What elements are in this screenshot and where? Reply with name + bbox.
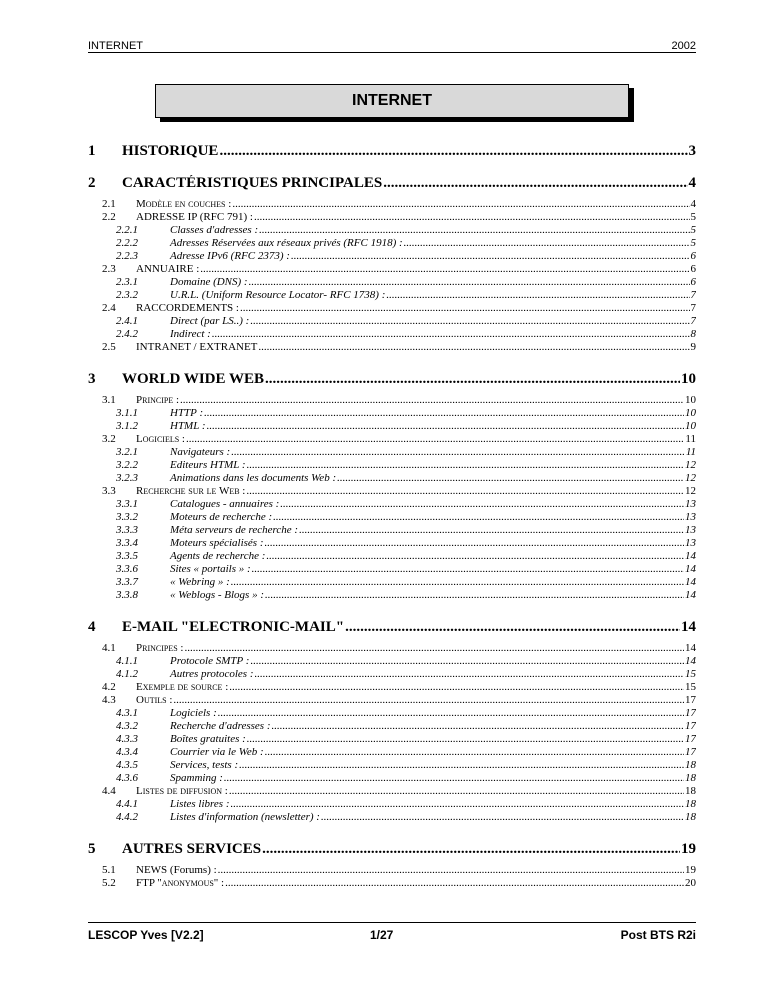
toc-entry[interactable] bbox=[88, 576, 696, 589]
toc-entry-number: 4.3 bbox=[102, 694, 116, 706]
toc-entry-title: INTRANET / EXTRANET bbox=[136, 341, 258, 353]
toc-entry-page: 12 bbox=[685, 485, 696, 497]
toc-entry-title: ADRESSE IP (RFC 791) : bbox=[136, 211, 253, 223]
toc-entry-title: FTP "anonymous" : bbox=[136, 877, 225, 889]
toc-entry-page: 14 bbox=[681, 619, 696, 635]
toc-entry-title: Boîtes gratuites : bbox=[170, 733, 246, 745]
toc-entry[interactable] bbox=[88, 237, 696, 250]
toc-entry-number: 4.3.1 bbox=[116, 707, 138, 719]
toc-dot-leader bbox=[404, 237, 690, 249]
toc-dot-leader bbox=[185, 642, 685, 654]
toc-entry[interactable] bbox=[88, 289, 696, 302]
toc-entry[interactable] bbox=[88, 341, 696, 354]
toc-entry[interactable] bbox=[88, 302, 696, 315]
toc-entry-title: Courrier via le Web : bbox=[170, 746, 264, 758]
toc-dot-leader bbox=[291, 250, 690, 262]
toc-entry-title: Direct (par LS..) : bbox=[170, 315, 250, 327]
toc-dot-leader bbox=[173, 694, 684, 706]
toc-dot-leader bbox=[180, 394, 684, 406]
toc-entry[interactable] bbox=[88, 511, 696, 524]
toc-entry-page: 15 bbox=[685, 681, 696, 693]
toc-entry[interactable] bbox=[88, 841, 696, 859]
toc-entry[interactable] bbox=[88, 589, 696, 602]
toc-dot-leader bbox=[231, 576, 684, 588]
toc-entry[interactable] bbox=[88, 720, 696, 733]
toc-entry[interactable] bbox=[88, 655, 696, 668]
toc-entry-number: 2.4.2 bbox=[116, 328, 138, 340]
toc-entry-page: 10 bbox=[685, 394, 696, 406]
toc-entry-page: 7 bbox=[690, 289, 696, 301]
toc-entry[interactable] bbox=[88, 498, 696, 511]
page-header bbox=[88, 40, 696, 56]
toc-entry-title: AUTRES SERVICES bbox=[122, 841, 262, 857]
toc-dot-leader bbox=[186, 433, 684, 445]
toc-entry-title: Principes : bbox=[136, 642, 184, 654]
toc-entry-page: 7 bbox=[690, 302, 696, 314]
toc-dot-leader bbox=[231, 798, 685, 810]
toc-entry-page: 6 bbox=[690, 263, 696, 275]
toc-entry-page: 8 bbox=[690, 328, 696, 340]
toc-dot-leader bbox=[239, 759, 684, 771]
header-left: INTERNET bbox=[88, 40, 143, 52]
toc-dot-leader bbox=[250, 315, 689, 327]
toc-dot-leader bbox=[225, 877, 684, 889]
toc-dot-leader bbox=[247, 459, 684, 471]
toc-entry-title: Principe : bbox=[136, 394, 180, 406]
toc-entry-page: 4 bbox=[688, 175, 696, 191]
toc-entry-number: 4.1.1 bbox=[116, 655, 138, 667]
toc-dot-leader bbox=[258, 341, 689, 353]
toc-entry-page: 17 bbox=[685, 707, 696, 719]
toc-entry-number: 5.1 bbox=[102, 864, 116, 876]
toc-entry-title: Outils : bbox=[136, 694, 173, 706]
toc-entry-number: 2.2.1 bbox=[116, 224, 138, 236]
toc-entry-page: 18 bbox=[685, 772, 696, 784]
toc-entry-title: Listes libres : bbox=[170, 798, 230, 810]
toc-dot-leader bbox=[259, 224, 689, 236]
toc-entry-page: 10 bbox=[685, 420, 696, 432]
toc-dot-leader bbox=[252, 563, 684, 575]
toc-entry[interactable] bbox=[88, 371, 696, 389]
footer-page-number: 1/27 bbox=[370, 928, 394, 942]
toc-entry-page: 17 bbox=[685, 720, 696, 732]
toc-dot-leader bbox=[383, 175, 687, 192]
toc-dot-leader bbox=[247, 733, 684, 745]
toc-entry-number: 4.4.2 bbox=[116, 811, 138, 823]
toc-entry-number: 2.2.3 bbox=[116, 250, 138, 262]
toc-entry-page: 12 bbox=[685, 459, 696, 471]
toc-dot-leader bbox=[249, 276, 690, 288]
toc-entry[interactable] bbox=[88, 198, 696, 211]
toc-entry-page: 13 bbox=[685, 498, 696, 510]
toc-entry-title: Protocole SMTP : bbox=[170, 655, 250, 667]
toc-entry-number: 3.3.8 bbox=[116, 589, 138, 601]
toc-entry-number: 4.3.4 bbox=[116, 746, 138, 758]
toc-entry[interactable] bbox=[88, 524, 696, 537]
toc-entry[interactable] bbox=[88, 263, 696, 276]
toc-entry-page: 11 bbox=[685, 433, 696, 445]
toc-entry[interactable] bbox=[88, 707, 696, 720]
toc-entry-page: 14 bbox=[685, 550, 696, 562]
toc-entry[interactable] bbox=[88, 668, 696, 681]
toc-entry-title: Logiciels : bbox=[136, 433, 185, 445]
toc-entry-page: 9 bbox=[690, 341, 696, 353]
toc-entry-number: 2 bbox=[88, 175, 96, 191]
toc-dot-leader bbox=[218, 707, 684, 719]
toc-entry-number: 4.4.1 bbox=[116, 798, 138, 810]
toc-dot-leader bbox=[229, 681, 684, 693]
toc-entry-page: 5 bbox=[690, 224, 696, 236]
toc-entry[interactable] bbox=[88, 175, 696, 193]
toc-entry[interactable] bbox=[88, 420, 696, 433]
toc-entry-number: 3.2 bbox=[102, 433, 116, 445]
toc-entry[interactable] bbox=[88, 143, 696, 161]
toc-entry-title: HTTP : bbox=[170, 407, 204, 419]
toc-entry-number: 3.3.2 bbox=[116, 511, 138, 523]
toc-dot-leader bbox=[207, 420, 684, 432]
toc-entry-page: 13 bbox=[685, 511, 696, 523]
toc-entry-number: 3.3.4 bbox=[116, 537, 138, 549]
toc-entry-page: 14 bbox=[685, 642, 696, 654]
toc-entry-page: 14 bbox=[685, 589, 696, 601]
toc-entry-title: Services, tests : bbox=[170, 759, 239, 771]
toc-entry[interactable] bbox=[88, 733, 696, 746]
toc-entry-number: 2.3 bbox=[102, 263, 116, 275]
toc-entry[interactable] bbox=[88, 250, 696, 263]
toc-entry-title: Navigateurs : bbox=[170, 446, 231, 458]
toc-entry-page: 14 bbox=[685, 576, 696, 588]
toc-entry-title: Listes de diffusion : bbox=[136, 785, 228, 797]
toc-entry-page: 13 bbox=[685, 524, 696, 536]
toc-entry[interactable] bbox=[88, 798, 696, 811]
toc-entry-page: 11 bbox=[685, 446, 696, 458]
toc-entry-title: Spamming : bbox=[170, 772, 223, 784]
page-title: INTERNET bbox=[155, 84, 629, 118]
toc-entry-number: 4.3.3 bbox=[116, 733, 138, 745]
footer-author: LESCOP Yves [V2.2] bbox=[88, 928, 204, 942]
toc-dot-leader bbox=[232, 198, 689, 210]
toc-entry-page: 5 bbox=[690, 211, 696, 223]
toc-entry-title: Classes d'adresses : bbox=[170, 224, 259, 236]
toc-entry[interactable] bbox=[88, 446, 696, 459]
toc-entry[interactable] bbox=[88, 759, 696, 772]
toc-entry-number: 3.3 bbox=[102, 485, 116, 497]
toc-entry-title: Indirect : bbox=[170, 328, 211, 340]
toc-entry-number: 2.5 bbox=[102, 341, 116, 353]
toc-entry-title: Adresse IPv6 (RFC 2373) : bbox=[170, 250, 290, 262]
toc-dot-leader bbox=[321, 811, 684, 823]
toc-entry-number: 3.1.2 bbox=[116, 420, 138, 432]
toc-entry-page: 6 bbox=[690, 276, 696, 288]
toc-entry-number: 4 bbox=[88, 619, 96, 635]
toc-entry-number: 3.3.6 bbox=[116, 563, 138, 575]
toc-dot-leader bbox=[266, 550, 684, 562]
toc-entry[interactable] bbox=[88, 642, 696, 655]
toc-dot-leader bbox=[204, 407, 684, 419]
toc-entry-page: 13 bbox=[685, 537, 696, 549]
toc-entry-title: « Weblogs - Blogs » : bbox=[170, 589, 265, 601]
toc-entry-page: 3 bbox=[688, 143, 696, 159]
toc-entry-number: 2.2.2 bbox=[116, 237, 138, 249]
toc-entry-number: 3 bbox=[88, 371, 96, 387]
toc-dot-leader bbox=[265, 589, 684, 601]
toc-entry[interactable] bbox=[88, 211, 696, 224]
toc-entry-number: 3.1.1 bbox=[116, 407, 138, 419]
toc-entry-page: 18 bbox=[685, 759, 696, 771]
toc-entry-title: Listes d'information (newsletter) : bbox=[170, 811, 320, 823]
toc-dot-leader bbox=[264, 537, 684, 549]
toc-entry[interactable] bbox=[88, 472, 696, 485]
toc-entry-title: Moteurs de recherche : bbox=[170, 511, 273, 523]
toc-entry-title: RACCORDEMENTS : bbox=[136, 302, 239, 314]
toc-entry-number: 4.2 bbox=[102, 681, 116, 693]
toc-dot-leader bbox=[246, 485, 684, 497]
toc-entry[interactable] bbox=[88, 433, 696, 446]
toc-entry-title: Logiciels : bbox=[170, 707, 217, 719]
toc-entry-number: 2.3.2 bbox=[116, 289, 138, 301]
toc-entry[interactable] bbox=[88, 877, 696, 890]
toc-entry-page: 17 bbox=[685, 694, 696, 706]
toc-entry-page: 17 bbox=[685, 746, 696, 758]
toc-entry-number: 5.2 bbox=[102, 877, 116, 889]
toc-entry[interactable] bbox=[88, 619, 696, 637]
toc-entry-number: 2.4 bbox=[102, 302, 116, 314]
toc-entry[interactable] bbox=[88, 328, 696, 341]
toc-entry-page: 20 bbox=[685, 877, 696, 889]
toc-entry-title: NEWS (Forums) : bbox=[136, 864, 217, 876]
toc-entry-page: 5 bbox=[690, 237, 696, 249]
toc-dot-leader bbox=[337, 472, 684, 484]
toc-dot-leader bbox=[386, 289, 689, 301]
toc-dot-leader bbox=[345, 619, 680, 636]
toc-entry-title: Moteurs spécialisés : bbox=[170, 537, 264, 549]
toc-entry[interactable] bbox=[88, 407, 696, 420]
toc-dot-leader bbox=[299, 524, 684, 536]
toc-dot-leader bbox=[200, 263, 689, 275]
toc-entry-title: Catalogues - annuaires : bbox=[170, 498, 280, 510]
toc-entry[interactable] bbox=[88, 811, 696, 824]
toc-entry-title: « Webring » : bbox=[170, 576, 230, 588]
toc-entry-number: 4.1 bbox=[102, 642, 116, 654]
toc-entry-page: 18 bbox=[685, 811, 696, 823]
toc-entry[interactable] bbox=[88, 772, 696, 785]
toc-entry-title: WORLD WIDE WEB bbox=[122, 371, 264, 387]
toc-entry-title: HISTORIQUE bbox=[122, 143, 219, 159]
toc-entry-number: 3.3.3 bbox=[116, 524, 138, 536]
toc-entry-page: 14 bbox=[685, 563, 696, 575]
toc-entry[interactable] bbox=[88, 459, 696, 472]
toc-entry-page: 19 bbox=[681, 841, 696, 857]
toc-entry-number: 4.3.2 bbox=[116, 720, 138, 732]
toc-entry-number: 3.3.7 bbox=[116, 576, 138, 588]
toc-entry[interactable] bbox=[88, 276, 696, 289]
toc-entry-page: 10 bbox=[685, 407, 696, 419]
toc-entry[interactable] bbox=[88, 485, 696, 498]
toc-entry-title: Méta serveurs de recherche : bbox=[170, 524, 299, 536]
toc-entry-page: 4 bbox=[690, 198, 696, 210]
toc-dot-leader bbox=[265, 746, 684, 758]
toc-dot-leader bbox=[273, 511, 684, 523]
toc-entry-title: Recherche sur le Web : bbox=[136, 485, 246, 497]
toc-entry-page: 17 bbox=[685, 733, 696, 745]
toc-entry-title: Autres protocoles : bbox=[170, 668, 254, 680]
toc-entry-title: Animations dans les documents Web : bbox=[170, 472, 337, 484]
toc-entry[interactable] bbox=[88, 694, 696, 707]
toc-dot-leader bbox=[219, 143, 687, 160]
toc-entry-number: 3.1 bbox=[102, 394, 116, 406]
toc-entry-page: 18 bbox=[685, 785, 696, 797]
toc-dot-leader bbox=[240, 302, 690, 314]
toc-entry-number: 2.2 bbox=[102, 211, 116, 223]
toc-entry-title: Exemple de source : bbox=[136, 681, 229, 693]
toc-dot-leader bbox=[229, 785, 684, 797]
toc-entry-page: 12 bbox=[685, 472, 696, 484]
toc-entry-number: 4.3.6 bbox=[116, 772, 138, 784]
toc-entry-number: 4.4 bbox=[102, 785, 116, 797]
toc-entry-page: 14 bbox=[685, 655, 696, 667]
toc-entry-number: 1 bbox=[88, 143, 96, 159]
toc-entry-title: Modèle en couches : bbox=[136, 198, 232, 210]
toc-entry[interactable] bbox=[88, 224, 696, 237]
toc-entry-number: 3.2.2 bbox=[116, 459, 138, 471]
footer-rule bbox=[88, 922, 696, 923]
toc-entry-title: Editeurs HTML : bbox=[170, 459, 246, 471]
toc-entry-title: E-MAIL "ELECTRONIC-MAIL" bbox=[122, 619, 345, 635]
toc-entry-number: 4.3.5 bbox=[116, 759, 138, 771]
toc-entry-number: 2.4.1 bbox=[116, 315, 138, 327]
footer-course: Post BTS R2i bbox=[620, 928, 696, 942]
toc-dot-leader bbox=[250, 655, 684, 667]
toc-entry[interactable] bbox=[88, 537, 696, 550]
toc-dot-leader bbox=[231, 446, 685, 458]
toc-entry-title: Sites « portails » : bbox=[170, 563, 251, 575]
toc-entry[interactable] bbox=[88, 394, 696, 407]
toc-dot-leader bbox=[254, 211, 690, 223]
toc-entry-number: 3.2.1 bbox=[116, 446, 138, 458]
toc-entry-title: ANNUAIRE : bbox=[136, 263, 200, 275]
toc-entry-page: 19 bbox=[685, 864, 696, 876]
toc-entry-title: Adresses Réservées aux réseaux privés (RFC 1918) : bbox=[170, 237, 403, 249]
toc-entry-page: 18 bbox=[685, 798, 696, 810]
toc-entry-page: 15 bbox=[685, 668, 696, 680]
header-rule bbox=[88, 52, 696, 53]
toc-entry-number: 3.3.1 bbox=[116, 498, 138, 510]
toc-entry-title: CARACTÉRISTIQUES PRINCIPALES bbox=[122, 175, 383, 191]
toc-entry-number: 2.1 bbox=[102, 198, 116, 210]
toc-entry[interactable] bbox=[88, 746, 696, 759]
toc-entry-page: 10 bbox=[681, 371, 696, 387]
header-right: 2002 bbox=[671, 40, 696, 52]
toc-entry[interactable] bbox=[88, 864, 696, 877]
toc-entry-number: 3.3.5 bbox=[116, 550, 138, 562]
toc-entry[interactable] bbox=[88, 563, 696, 576]
toc-entry-number: 2.3.1 bbox=[116, 276, 138, 288]
toc-entry-page: 6 bbox=[690, 250, 696, 262]
toc-entry-title: Domaine (DNS) : bbox=[170, 276, 248, 288]
toc-dot-leader bbox=[265, 371, 680, 388]
toc-entry-number: 3.2.3 bbox=[116, 472, 138, 484]
toc-dot-leader bbox=[255, 668, 684, 680]
toc-dot-leader bbox=[280, 498, 684, 510]
toc-entry-number: 5 bbox=[88, 841, 96, 857]
toc-dot-leader bbox=[212, 328, 690, 340]
toc-entry-title: Agents de recherche : bbox=[170, 550, 266, 562]
toc-entry-number: 4.1.2 bbox=[116, 668, 138, 680]
toc-dot-leader bbox=[224, 772, 684, 784]
toc-entry[interactable] bbox=[88, 785, 696, 798]
toc-entry[interactable] bbox=[88, 681, 696, 694]
toc-entry[interactable] bbox=[88, 550, 696, 563]
toc-entry-title: U.R.L. (Uniform Resource Locator- RFC 1738) : bbox=[170, 289, 386, 301]
toc-entry-title: Recherche d'adresses : bbox=[170, 720, 271, 732]
toc-dot-leader bbox=[218, 864, 684, 876]
toc-entry-title: HTML : bbox=[170, 420, 206, 432]
toc-dot-leader bbox=[272, 720, 685, 732]
toc-entry[interactable] bbox=[88, 315, 696, 328]
toc-entry-page: 7 bbox=[690, 315, 696, 327]
toc-dot-leader bbox=[262, 841, 680, 858]
